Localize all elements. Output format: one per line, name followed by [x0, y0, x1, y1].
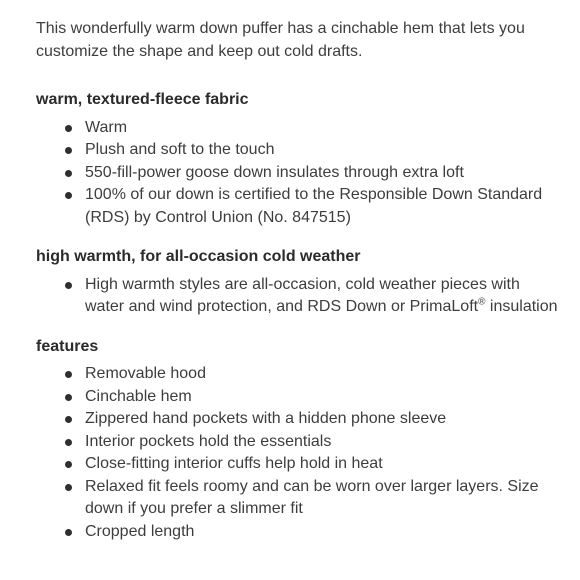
list-item-text: 550-fill-power goose down insulates through extra loft — [85, 163, 464, 181]
bullet-icon — [65, 371, 72, 378]
bullet-icon — [65, 192, 72, 199]
list-item-text-continued: insulation — [489, 298, 558, 315]
list-item-text: Relaxed fit feels roomy and can be worn over larger layers. Size down if you prefer a slimmer fit — [85, 477, 539, 517]
registered-mark: ® — [478, 296, 486, 308]
bullet-icon — [65, 125, 72, 132]
bullet-icon — [65, 529, 72, 536]
features-list — [36, 363, 560, 543]
list-item — [36, 363, 560, 386]
list-item — [36, 521, 560, 544]
list-item — [36, 184, 560, 229]
bullet-icon — [65, 439, 72, 446]
bullet-icon — [65, 416, 72, 423]
list-item-text: Interior pockets hold the essentials — [85, 432, 332, 450]
list-item — [36, 453, 560, 476]
intro-paragraph: This wonderfully warm down puffer has a cinchable hem that lets you customize the shape and keep out cold drafts. — [36, 20, 525, 60]
list-item-text: Zippered hand pockets with a hidden phone sleeve — [85, 410, 447, 427]
list-item — [36, 408, 560, 431]
bullet-icon — [65, 394, 72, 401]
list-item-text: Plush and soft to the touch — [85, 141, 275, 158]
list-item-text: Close-fitting interior cuffs help hold in heat — [85, 455, 383, 472]
bullet-icon — [65, 147, 72, 154]
list-item-text: Cropped length — [85, 522, 195, 540]
list-item-text: Warm — [85, 118, 128, 136]
section-heading-warmth: high warmth, for all-occasion cold weather — [36, 248, 361, 265]
bullet-icon — [65, 170, 72, 177]
product-description — [36, 18, 560, 543]
bullet-icon — [65, 484, 72, 491]
list-item — [36, 386, 560, 409]
warmth-list — [36, 274, 560, 319]
list-item — [36, 117, 560, 140]
fabric-list — [36, 117, 560, 230]
list-item — [36, 162, 560, 185]
section-heading-fabric: warm, textured-fleece fabric — [36, 91, 249, 108]
list-item-text: High warmth styles are all-occasion, cold weather pieces with water and wind protection, and RDS Down or PrimaLoft — [85, 275, 520, 315]
list-item-text: 100% of our down is certified to the Responsible Down Standard (RDS) by Control Union (No. 847515) — [85, 186, 543, 226]
list-item — [36, 274, 560, 319]
bullet-icon — [65, 461, 72, 468]
list-item-text: Removable hood — [85, 365, 206, 382]
bullet-icon — [65, 282, 72, 289]
list-item-text: Cinchable hem — [85, 387, 192, 405]
section-heading-features: features — [36, 337, 99, 355]
list-item — [36, 139, 560, 162]
list-item — [36, 476, 560, 521]
list-item — [36, 431, 560, 454]
